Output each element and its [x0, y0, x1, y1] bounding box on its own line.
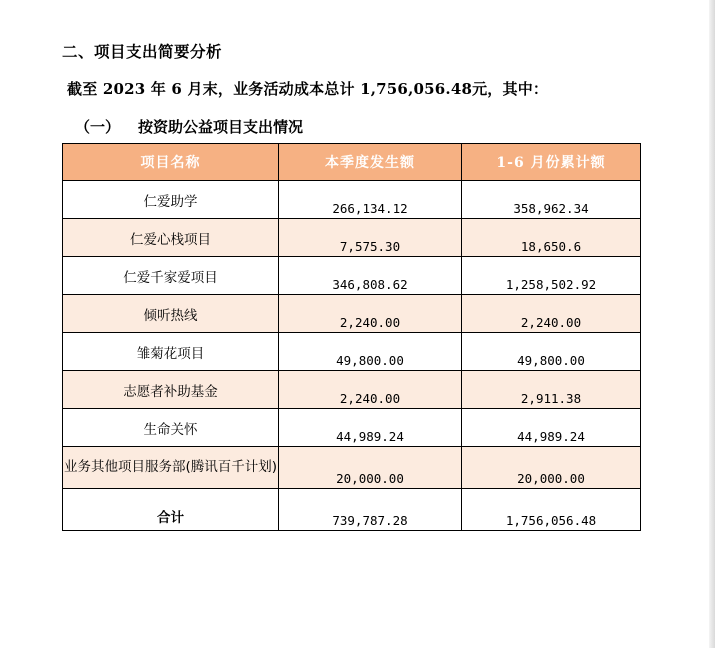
project-name-cell: 倾听热线 [63, 295, 279, 333]
total-label-cell: 合计 [63, 489, 279, 531]
quarter-amount-cell: 2,240.00 [279, 371, 462, 409]
quarter-amount-cell: 346,808.62 [279, 257, 462, 295]
table-row [63, 333, 641, 371]
summary-text: 截至 2023 年 6 月末，业务活动成本总计 1,756,056.48元，其中： [67, 80, 549, 98]
table-row [63, 371, 641, 409]
header-quarter-amount: 本季度发生额 [279, 144, 462, 181]
project-name-cell: 生命关怀 [63, 409, 279, 447]
project-name-cell: 志愿者补助基金 [63, 371, 279, 409]
quarter-amount-cell: 2,240.00 [279, 295, 462, 333]
subsection-heading [75, 116, 303, 137]
quarter-amount-cell: 20,000.00 [279, 447, 462, 489]
section-heading: 二、项目支出简要分析 [62, 42, 223, 61]
table-row [63, 257, 641, 295]
project-name-cell: 仁爱助学 [63, 181, 279, 219]
table-row [63, 181, 641, 219]
project-name-cell [63, 447, 279, 489]
table-total-row [63, 489, 641, 531]
project-name-cell: 仁爱千家爱项目 [63, 257, 279, 295]
table-row [63, 219, 641, 257]
total-ytd-cell: 1,756,056.48 [462, 489, 641, 531]
ytd-amount-cell: 18,650.6 [462, 219, 641, 257]
quarter-amount-cell: 7,575.30 [279, 219, 462, 257]
quarter-amount-cell: 44,989.24 [279, 409, 462, 447]
ytd-amount-cell: 49,800.00 [462, 333, 641, 371]
header-ytd-amount: 1-6 月份累计额 [462, 144, 641, 181]
table-header-row [63, 144, 641, 181]
header-project-name: 项目名称 [63, 144, 279, 181]
table-row [63, 295, 641, 333]
total-quarter-cell: 739,787.28 [279, 489, 462, 531]
quarter-amount-cell: 266,134.12 [279, 181, 462, 219]
subsection-number: （一） [75, 118, 121, 136]
ytd-amount-cell: 2,911.38 [462, 371, 641, 409]
ytd-amount-cell: 358,962.34 [462, 181, 641, 219]
table-row [63, 409, 641, 447]
table-row [63, 447, 641, 489]
ytd-amount-cell: 20,000.00 [462, 447, 641, 489]
quarter-amount-cell: 49,800.00 [279, 333, 462, 371]
project-name-text: 业务其他项目服务部(腾讯百千计划) [63, 459, 278, 475]
page-edge [709, 0, 715, 648]
ytd-amount-cell: 1,258,502.92 [462, 257, 641, 295]
project-name-cell: 仁爱心栈项目 [63, 219, 279, 257]
ytd-amount-cell: 44,989.24 [462, 409, 641, 447]
subsection-title: 按资助公益项目支出情况 [138, 118, 304, 136]
project-name-cell: 雏菊花项目 [63, 333, 279, 371]
ytd-amount-cell: 2,240.00 [462, 295, 641, 333]
expense-table [62, 143, 641, 531]
